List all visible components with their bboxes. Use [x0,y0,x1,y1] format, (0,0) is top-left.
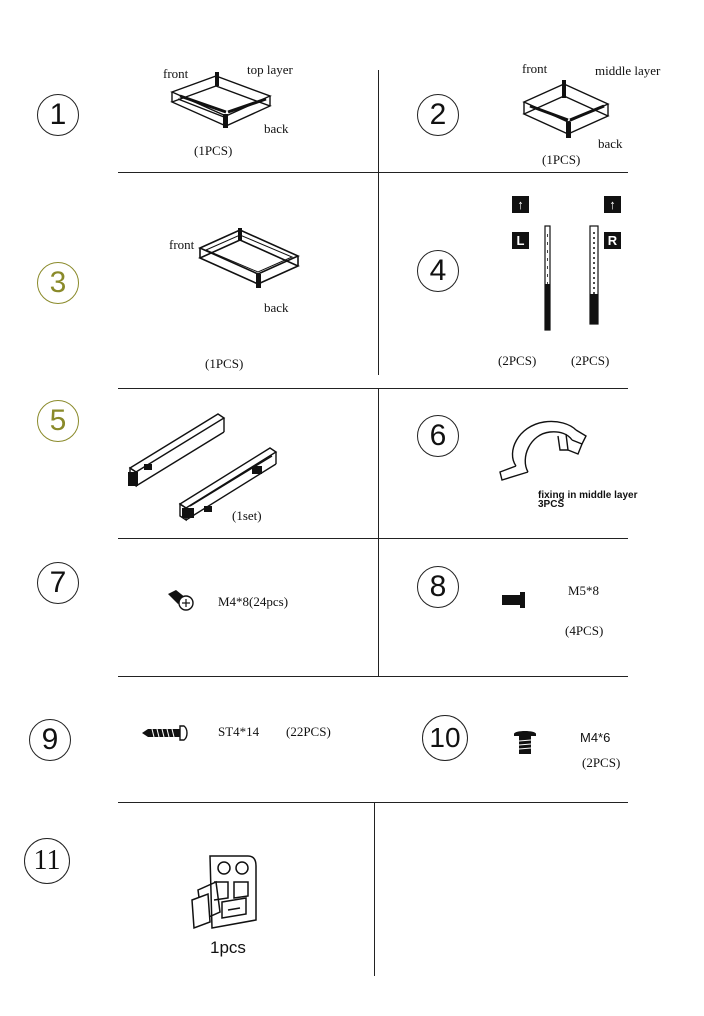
label-quantity: (22PCS) [286,724,331,739]
part-number-4: 4 [417,250,459,292]
part-number-9: 9 [29,719,71,761]
label-quantity: (4PCS) [565,623,604,638]
row-divider [118,802,628,803]
spec-label: M5*8 [568,583,600,598]
bottom-drawer-drawing [198,226,302,294]
label-front: front [163,66,189,81]
label-quantity-left: (2PCS) [498,353,537,368]
spec-label: M4*8(24pcs) [218,594,289,609]
spec-label: ST4*14 [218,724,260,739]
m4x6-screw-drawing [512,730,538,756]
part-number-7: 7 [37,562,79,604]
row-divider [118,676,628,677]
middle-layer-drawer-drawing [520,78,612,140]
up-arrow-icon: ↑ [512,196,529,213]
label-quantity: (1set) [232,508,262,523]
label-quantity: 1pcs [210,938,246,957]
m4x8-screw-drawing [166,588,196,612]
label-middle-layer: middle layer [595,63,661,78]
right-rail-bracket-drawing [588,224,602,328]
st4x14-self-tapping-screw-drawing [142,724,190,742]
part-number-2: 2 [417,94,459,136]
part-number-11: 11 [24,838,70,884]
part-number-5: 5 [37,400,79,442]
row-divider [118,172,628,173]
label-quantity: (2PCS) [582,755,621,770]
fixing-note-line1: fixing in middle layer [538,490,638,501]
center-divider [374,802,375,976]
up-arrow-icon: ↑ [604,196,621,213]
label-front: front [522,61,548,76]
label-front: front [169,237,195,252]
fixing-note-line2: 3PCS [538,499,565,510]
fixing-clip-drawing [496,414,590,488]
part-number-8: 8 [417,566,459,608]
center-divider [378,388,379,676]
label-top-layer: top layer [247,62,293,77]
label-quantity: (1PCS) [205,356,244,371]
label-back: back [264,121,289,136]
part-number-6: 6 [417,415,459,457]
label-quantity: (1PCS) [194,143,233,158]
right-rail-marker: R [604,232,621,249]
row-divider [118,388,628,389]
label-quantity-right: (2PCS) [571,353,610,368]
spec-label: M4*6 [580,730,611,745]
label-back: back [264,300,289,315]
label-back: back [598,136,623,151]
row-divider [118,538,628,539]
part-number-1: 1 [37,94,79,136]
left-rail-marker: L [512,232,529,249]
plastic-clip-drawing [188,852,260,944]
part-number-10: 10 [422,715,468,761]
part-number-3: 3 [37,262,79,304]
center-divider [378,70,379,375]
label-quantity: (1PCS) [542,152,581,167]
left-rail-bracket-drawing [543,224,553,334]
m5x8-bolt-drawing [500,590,528,610]
